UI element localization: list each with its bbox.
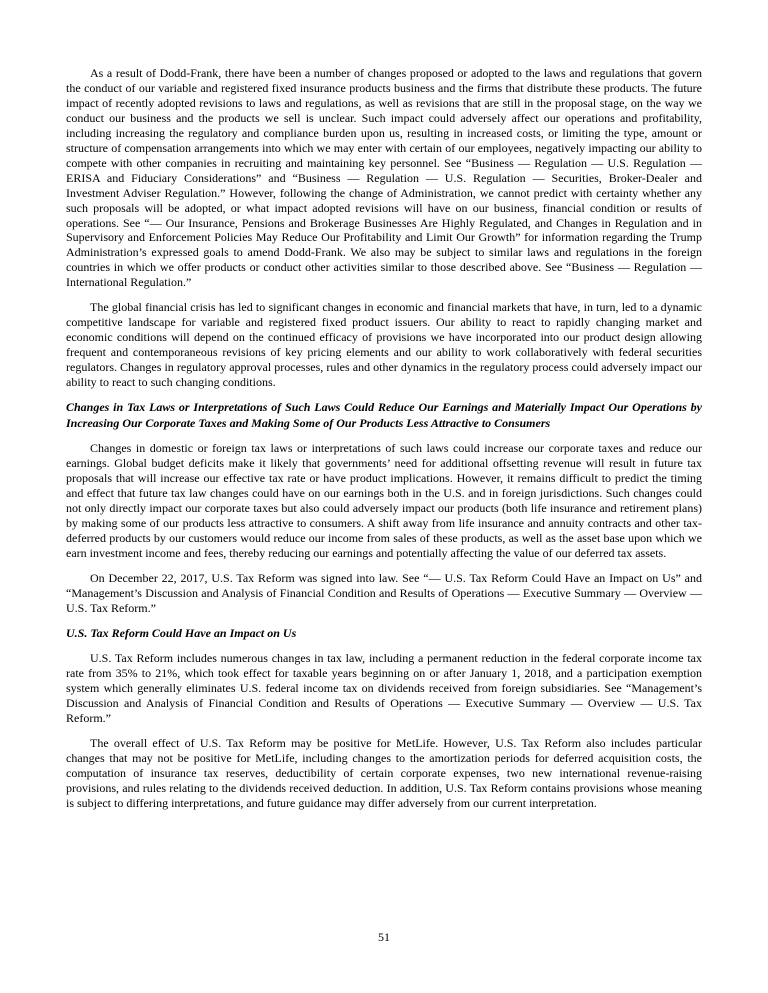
paragraph-dodd-frank: As a result of Dodd-Frank, there have been a number of changes proposed or adopted to the laws and regulations that govern the conduct of our variable and registered fixed insurance products business and the firms that distribute these products. The future impact of recently adopted revisions to laws and regulations, as well as revisions that are still in the proposal stage, on the way we conduct our business and the products we sell is unclear. Such impact could adversely affect our operations and profitability, including increasing the regulatory and compliance burden upon us, resulting in increased costs, or limiting the type, amount or structure of compensation arrangements into which we may enter with certain of our employees, negatively impacting our ability to compete with other companies in recruiting and maintaining key personnel. See “Business — Regulation — U.S. Regulation — ERISA and Fiduciary Considerations” and “Business — Regulation — U.S. Regulation — Securities, Broker-Dealer and Investment Adviser Regulation.” However, following the change of Administration, we cannot predict with certainty whether any such proposals will be adopted, or what impact adopted revisions will have on our business, financial condition or results of operations. See “— Our Insurance, Pensions and Brokerage Businesses Are Highly Regulated, and Changes in Regulation and in Supervisory and Enforcement Policies May Reduce Our Profitability and Limit Our Growth” for information regarding the Trump Administration’s expressed goals to amend Dodd-Frank. We also may be subject to similar laws and regulations in the foreign countries in which we offer products or conduct other activities similar to those described above. See “Business — Regulation — International Regulation.” [66, 66, 702, 290]
paragraph-tax-reform-changes: U.S. Tax Reform includes numerous changes in tax law, including a permanent reduction in the federal corporate income tax rate from 35% to 21%, which took effect for taxable years beginning on or after January 1, 2018, and a participation exemption system which generally eliminates U.S. federal income tax on dividends received from foreign subsidiaries. See “Management’s Discussion and Analysis of Financial Condition and Results of Operations — Executive Summary — Overview — U.S. Tax Reform.” [66, 651, 702, 725]
page-number: 51 [378, 930, 390, 944]
paragraph-global-financial-crisis: The global financial crisis has led to significant changes in economic and financial markets that have, in turn, led to a dynamic competitive landscape for variable and registered fixed product issuers. Our ability to react to rapidly changing market and economic conditions will depend on the continued efficacy of provisions we have incorporated into our product design allowing frequent and contemporaneous revisions of key pricing elements and our ability to work collaboratively with federal securities regulators. Changes in regulatory approval processes, rules and other dynamics in the regulatory process could adversely impact our ability to react to such changing conditions. [66, 300, 702, 390]
paragraph-tax-law-changes: Changes in domestic or foreign tax laws or interpretations of such laws could increase our corporate taxes and reduce our earnings. Global budget deficits make it likely that governments’ need for additional offsetting revenue will result in future tax proposals that will increase our effective tax rate or have product implications. However, it remains difficult to predict the timing and effect that future tax law changes could have on our earnings both in the U.S. and in foreign jurisdictions. Such changes could not only directly impact our corporate taxes but also could adversely impact our products (both life insurance and retirement plans) by making some of our products less attractive to consumers. A shift away from life insurance and annuity contracts and other tax-deferred products by our customers would reduce our income from sales of these products, as well as the asset base upon which we earn investment income and fees, thereby reducing our earnings and potentially affecting the value of our deferred tax assets. [66, 441, 702, 560]
paragraph-tax-reform-effect: The overall effect of U.S. Tax Reform may be positive for MetLife. However, U.S. Tax Reform also includes particular changes that may not be positive for MetLife, including changes to the amortization periods for deferred acquisition costs, the computation of insurance tax reserves, deductibility of certain corporate expenses, two new international revenue-raising provisions, and rules relating to the dividends received deduction. In addition, U.S. Tax Reform contains provisions whose meaning is subject to differing interpretations, and future guidance may differ adversely from our current interpretation. [66, 735, 702, 810]
heading-us-tax-reform: U.S. Tax Reform Could Have an Impact on Us [66, 625, 297, 640]
heading-tax-laws: Changes in Tax Laws or Interpretations of Such Laws Could Reduce Our Earnings and Materially Impact Our Operations by Increasing Our Corporate Taxes and Making Some of Our Products Less Attractive to Consumers [66, 400, 702, 430]
paragraph-tax-reform-signed: On December 22, 2017, U.S. Tax Reform was signed into law. See “— U.S. Tax Reform Could Have an Impact on Us” and “Management’s Discussion and Analysis of Financial Condition and Results of Operations — Executive Summary — Overview — U.S. Tax Reform.” [66, 570, 702, 615]
